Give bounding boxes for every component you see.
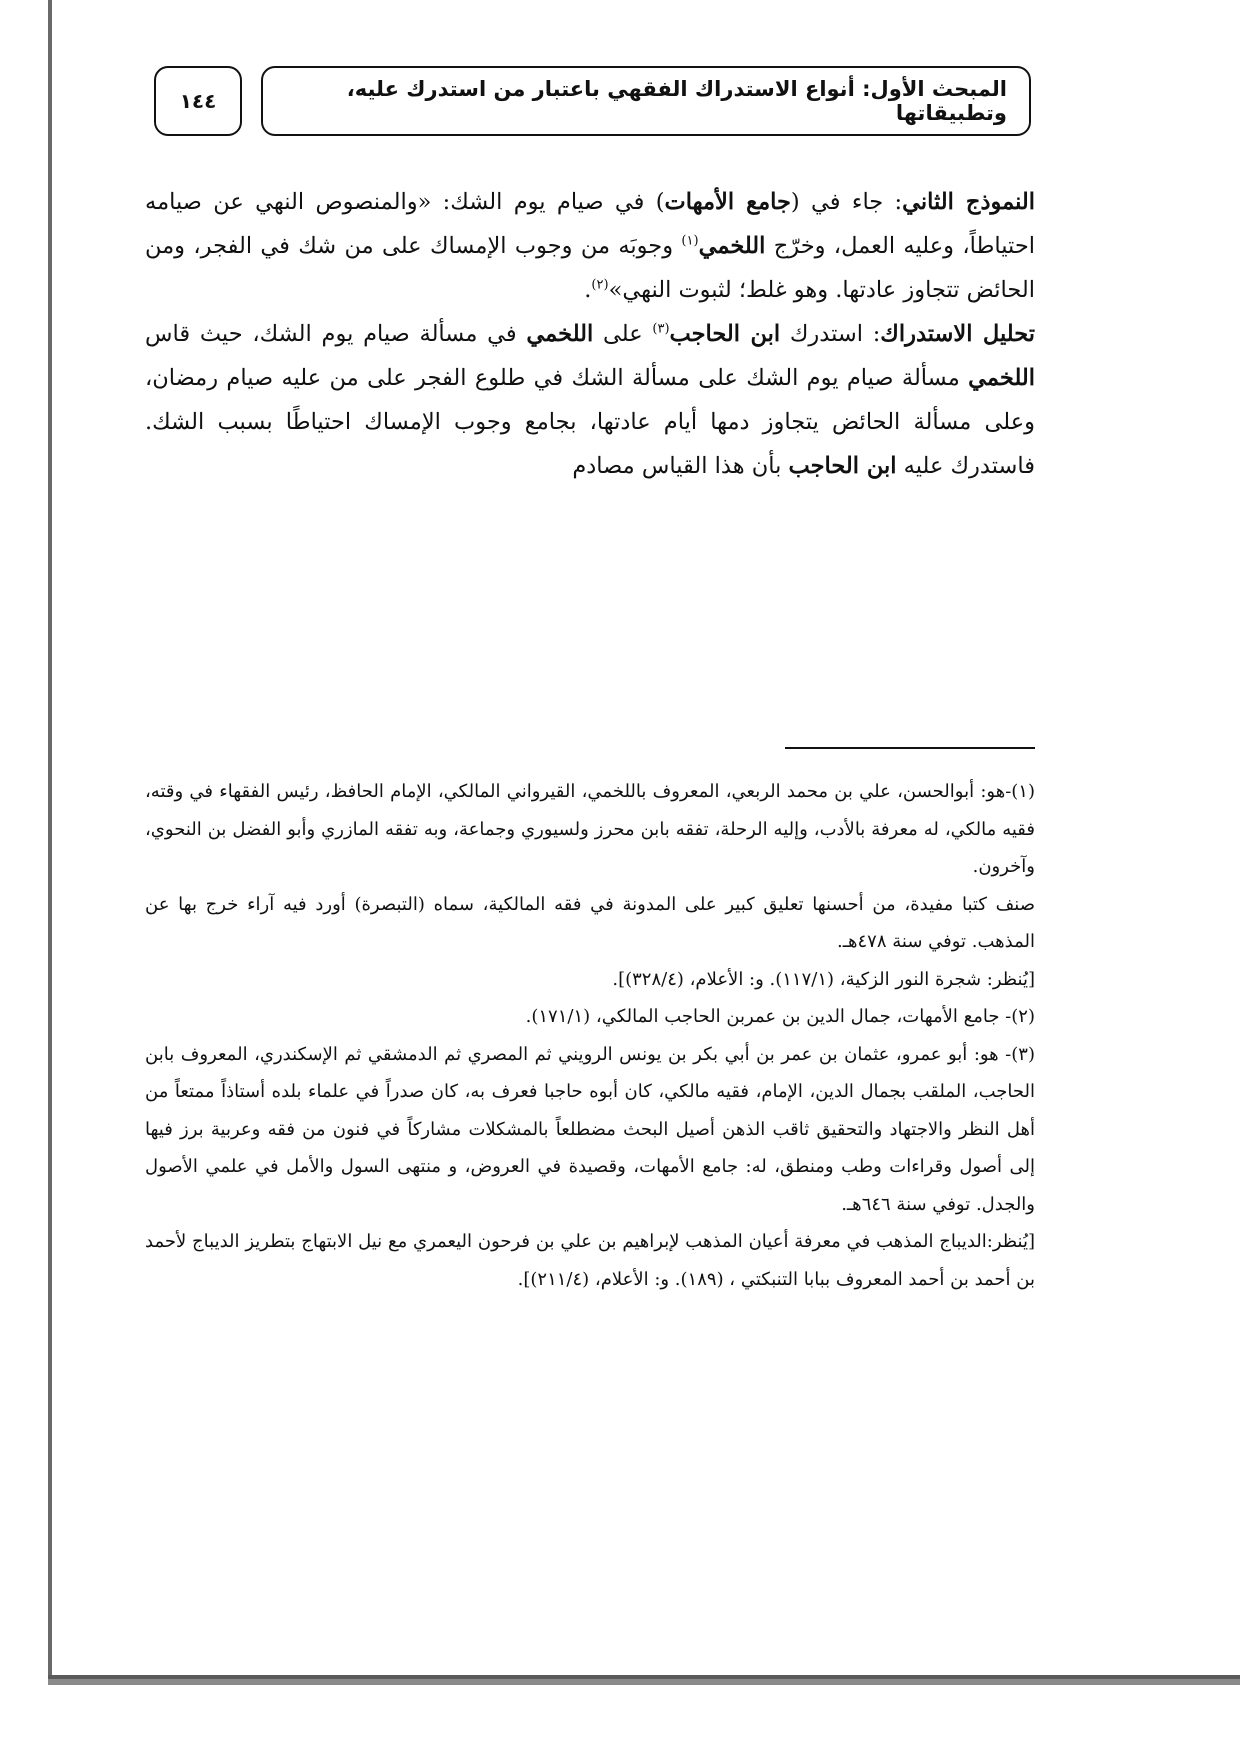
footnote-2: (٢)- جامع الأمهات، جمال الدين بن عمربن الحاجب المالكي، (١٧١/١). bbox=[525, 1006, 1035, 1027]
scholar-name: اللخمي bbox=[526, 321, 594, 347]
source-title: جامع الأمهات bbox=[664, 189, 791, 215]
example-label: النموذج الثاني bbox=[902, 189, 1035, 215]
footnote-3-refs: [يُنظر:الديباج المذهب في معرفة أعيان المذهب لإبراهيم بن علي بن فرحون اليعمري مع نيل الابتهاج بتطريز الديباج لأحمد بن أحمد بن أحمد المعروف ببابا التنبكتي ، (١٨٩). و: الأعلام، (٢١١/٤)]. bbox=[145, 1231, 1035, 1290]
scholar-name: اللخمي bbox=[698, 233, 766, 259]
footnotes bbox=[145, 773, 1035, 1298]
footnote-ref-3[interactable]: (٣) bbox=[652, 321, 670, 337]
header-title: المبحث الأول: أنواع الاستدراك الفقهي باعتبار من استدرك عليه، وتطبيقاتها bbox=[261, 66, 1031, 136]
paragraph-analysis: تحليل الاستدراك: استدرك ابن الحاجب$^{(٣)}$ على اللخمي في مسألة صيام يوم الشك، حيث قاس اللخمي مسألة صيام يوم الشك على مسألة الشك في طلوع الفجر على من عليه صيام رمضان، وعلى مسألة الحائض يتجاوز دمها أيام عادتها، بجامع وجوب الإمساك احتياطًا بسبب الشك. فاستدرك عليه ابن الحاجب بأن هذا القياس مصادم bbox=[145, 321, 1035, 479]
page-number: ١٤٤ bbox=[154, 66, 242, 136]
page-frame-left bbox=[48, 0, 52, 1680]
scholar-name: ابن الحاجب bbox=[788, 453, 897, 479]
footnote-1-works: صنف كتبا مفيدة، من أحسنها تعليق كبير على المدونة في فقه المالكية، سماه (التبصرة) أورد فيه آراء خرج بها عن المذهب. توفي سنة ٤٧٨هـ. bbox=[145, 893, 1035, 952]
footnote-1-refs: [يُنظر: شجرة النور الزكية، (١١٧/١). و: الأعلام، (٣٢٨/٤)]. bbox=[612, 968, 1035, 990]
footnote-ref-2[interactable]: (٢) bbox=[591, 277, 609, 293]
analysis-label: تحليل الاستدراك bbox=[880, 321, 1035, 347]
page-frame-bottom-shadow bbox=[48, 1679, 1240, 1685]
scholar-name: ابن الحاجب bbox=[669, 321, 781, 347]
paragraph-example: النموذج الثاني: جاء في (جامع الأمهات) في صيام يوم الشك: «والمنصوص النهي عن صيامه احتياطاً، وعليه العمل، وخرّج اللخمي$^{(١)}$ وجوبَه من وجوب الإمساك على من شك في الفجر، ومن الحائض تتجاوز عادتها. وهو غلط؛ لثبوت النهي»$^{(٢)}$. bbox=[145, 189, 1035, 303]
footnote-separator bbox=[785, 747, 1035, 749]
scholar-name: اللخمي bbox=[968, 365, 1035, 391]
main-text bbox=[145, 180, 1035, 488]
footnote-1: (١)-هو: أبوالحسن، علي بن محمد الربعي، المعروف باللخمي، القيرواني المالكي، الإمام الحافظ، رئيس الفقهاء في وقته، فقيه مالكي، له معرفة بالأدب، وإليه الرحلة، تفقه بابن محرز ولسيوري وجماعة، وبه تفقه المازري وأبو الفضل بن النحوي، وآخرون. bbox=[145, 781, 1036, 877]
footnote-ref-1[interactable]: (١) bbox=[681, 233, 699, 249]
footnote-3: (٣)- هو: أبو عمرو، عثمان بن عمر بن أبي بكر بن يونس الرويني ثم المصري ثم الدمشقي ثم الإسكندري، المعروف بابن الحاجب، الملقب بجمال الدين، الإمام، فقيه مالكي، كان أبوه حاجبا فعرف به، كان صدراً في علماء بلده أستاذاً ممتعاً من أهل النظر والاجتهاد والتحقيق ثاقب الذهن أصيل البحث مضطلعاً بالمشكلات مشاركاً في فنون من فقه وعربية برز فيها إلى أصول وقراءات وطب ومنطق، له: جامع الأمهات، وقصيدة في العروض، و منتهى السول والأمل في علمي الأصول والجدل. توفي سنة ٦٤٦هـ. bbox=[145, 1043, 1035, 1215]
